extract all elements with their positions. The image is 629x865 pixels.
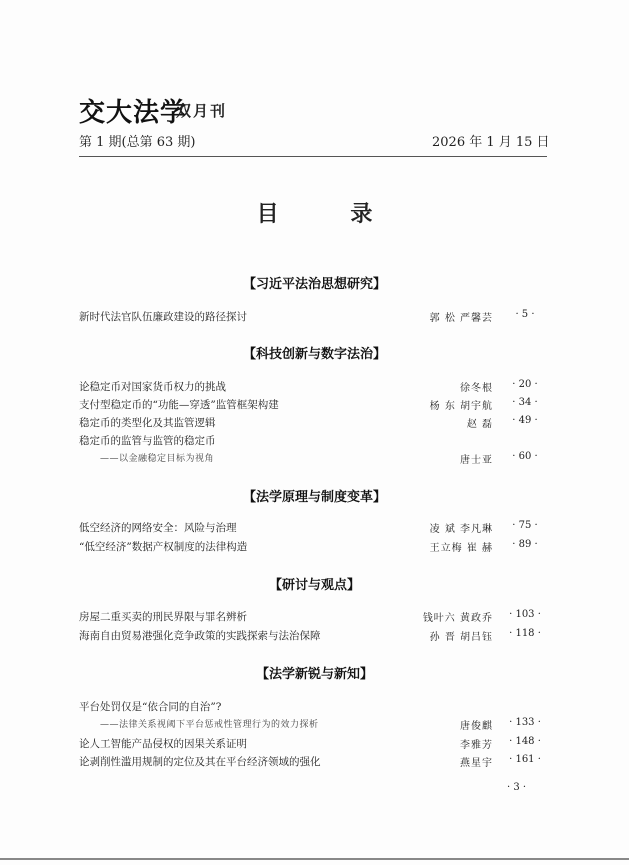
issue-date: 2026 年 1 月 15 日 xyxy=(432,135,550,150)
article-page: · 20 · xyxy=(512,379,538,390)
section-heading: 【研讨与观点】 xyxy=(268,578,360,593)
article-title[interactable]: 新时代法官队伍廉政建设的路径探讨 xyxy=(79,311,247,323)
section-heading: 【法学新锐与新知】 xyxy=(255,667,373,682)
section-heading: 【习近平法治思想研究】 xyxy=(242,277,386,292)
article-title[interactable]: 论剥削性滥用规制的定位及其在平台经济领域的强化 xyxy=(79,756,321,768)
article-page: · 89 · xyxy=(512,539,538,550)
article-title[interactable]: 支付型稳定币的“功能—穿透”监管框架构建 xyxy=(79,399,279,411)
article-title[interactable]: 低空经济的网络安全：风险与治理 xyxy=(79,522,237,534)
journal-frequency: 双月刊 xyxy=(176,102,228,120)
article-page: · 75 · xyxy=(512,520,538,531)
page-number: · 3 · xyxy=(507,782,527,793)
article-authors: 李雅芳 xyxy=(460,740,493,751)
article-title[interactable]: “低空经济”数据产权制度的法律构造 xyxy=(79,541,248,553)
article-authors: 王立梅 崔 赫 xyxy=(429,543,493,554)
article-title[interactable]: 海南自由贸易港强化竞争政策的实践探索与法治保障 xyxy=(79,630,321,642)
article-title[interactable]: 论人工智能产品侵权的因果关系证明 xyxy=(79,738,247,750)
article-title[interactable]: 论稳定币对国家货币权力的挑战 xyxy=(79,381,226,393)
article-authors: 凌 斌 李凡琳 xyxy=(429,524,493,535)
section-heading: 【法学原理与制度变革】 xyxy=(242,490,386,505)
issue-number: 第 1 期(总第 63 期) xyxy=(79,135,196,150)
article-page: · 148 · xyxy=(509,736,541,747)
article-page: · 60 · xyxy=(512,451,538,462)
article-page: · 118 · xyxy=(509,628,541,639)
journal-name: 交大法学 xyxy=(79,98,188,128)
article-authors: 燕星宇 xyxy=(460,758,493,769)
article-title[interactable]: 房屋二重买卖的刑民界限与罪名辨析 xyxy=(79,611,247,623)
toc-title: 目 录 xyxy=(256,201,405,227)
article-page: · 161 · xyxy=(509,754,541,765)
article-subtitle: ——以金融稳定目标为视角 xyxy=(100,454,215,464)
article-authors: 郭 松 严馨芸 xyxy=(429,313,493,324)
bottom-border xyxy=(0,858,629,860)
article-title[interactable]: 平台处罚仅是“依合同的自治”? xyxy=(79,701,222,713)
article-title[interactable]: 稳定币的监管与监管的稳定币 xyxy=(79,435,216,447)
section-heading: 【科技创新与数字法治】 xyxy=(242,347,386,362)
article-page: · 5 · xyxy=(515,309,535,320)
article-page: · 103 · xyxy=(509,609,541,620)
header-divider xyxy=(79,156,547,157)
article-page: · 34 · xyxy=(512,397,538,408)
article-authors: 孙 晋 胡吕钰 xyxy=(429,632,493,643)
article-subtitle: ——法律关系视阈下平台惩戒性管理行为的效力探析 xyxy=(100,720,319,730)
article-page: · 49 · xyxy=(512,415,538,426)
article-authors: 杨 东 胡宇航 xyxy=(429,401,493,412)
article-authors: 钱叶六 黄政乔 xyxy=(422,613,493,624)
article-page: · 133 · xyxy=(509,717,541,728)
article-title[interactable]: 稳定币的类型化及其监管逻辑 xyxy=(79,417,216,429)
article-authors: 赵 磊 xyxy=(466,419,493,430)
article-authors: 唐士亚 xyxy=(460,455,493,466)
article-authors: 唐俊麒 xyxy=(460,721,493,732)
article-authors: 徐冬根 xyxy=(460,383,493,394)
